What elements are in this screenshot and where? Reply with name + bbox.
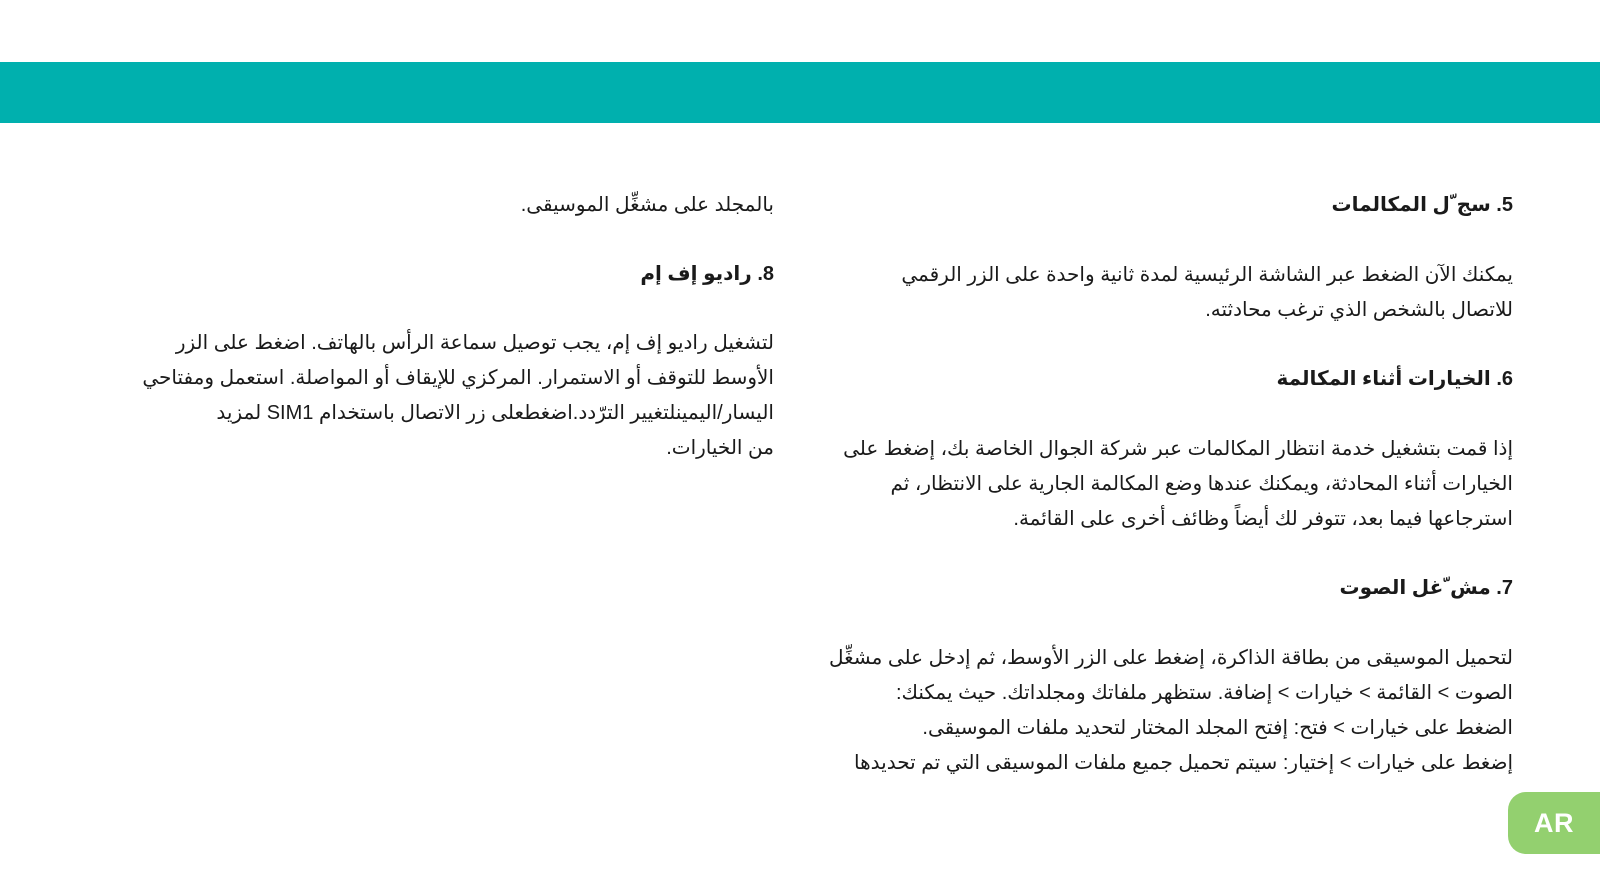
section-7-line: إضغط على خيارات > إختيار: سيتم تحميل جميع ملفات الموسيقى التي تم تحديدها (854, 752, 1513, 774)
section-5-heading: 5. سج ّل المكالمات (1331, 194, 1513, 216)
section-7-line: الضغط على خيارات > فتح: إفتح المجلد المختار لتحديد ملفات الموسيقى. (922, 717, 1513, 739)
language-badge: AR (1508, 792, 1600, 854)
section-8-line: من الخيارات. (666, 437, 774, 459)
right-column (813, 188, 1513, 781)
section-7-heading: 7. مش ّغل الصوت (1339, 577, 1513, 599)
section-7-continuation: بالمجلد على مشغِّل الموسيقى. (520, 194, 774, 216)
section-7-line: الصوت > القائمة > خيارات > إضافة. ستظهر ملفاتك ومجلداتك. حيث يمكنك: (895, 682, 1513, 704)
section-8-text (94, 326, 774, 466)
section-6-line: استرجاعها فيما بعد، تتوفر لك أيضاً وظائف أخرى على القائمة. (1013, 508, 1513, 530)
section-7-text (813, 641, 1513, 781)
header-band (0, 62, 1600, 123)
section-6-line: الخيارات أثناء المحادثة، ويمكنك عندها وضع المكالمة الجارية على الانتظار، ثم (890, 473, 1513, 495)
section-8-heading: 8. راديو إف إم (640, 263, 774, 285)
section-5-text (813, 258, 1513, 328)
section-6-line: إذا قمت بتشغيل خدمة انتظار المكالمات عبر شركة الجوال الخاصة بك، إضغط على (843, 438, 1513, 460)
section-5-line: للاتصال بالشخص الذي ترغب محادثته. (1205, 299, 1513, 321)
section-6-text (813, 432, 1513, 537)
section-5-line: يمكنك الآن الضغط عبر الشاشة الرئيسية لمدة ثانية واحدة على الزر الرقمي (901, 264, 1513, 286)
section-8-line: لتشغيل راديو إف إم، يجب توصيل سماعة الرأس بالهاتف. اضغط على الزر (175, 332, 774, 354)
section-8-line: اليسار/اليمينلتغيير الترّدد.اضغطعلى زر الاتصال باستخدام SIM1 لمزيد (216, 402, 774, 424)
section-6-heading: 6. الخيارات أثناء المكالمة (1276, 368, 1513, 390)
section-8-line: الأوسط للتوقف أو الاستمرار. المركزي للإيقاف أو المواصلة. استعمل ومفتاحي (142, 367, 774, 389)
left-column (94, 188, 774, 466)
section-7-line: لتحميل الموسيقى من بطاقة الذاكرة، إضغط على الزر الأوسط، ثم إدخل على مشغِّل (828, 647, 1513, 669)
